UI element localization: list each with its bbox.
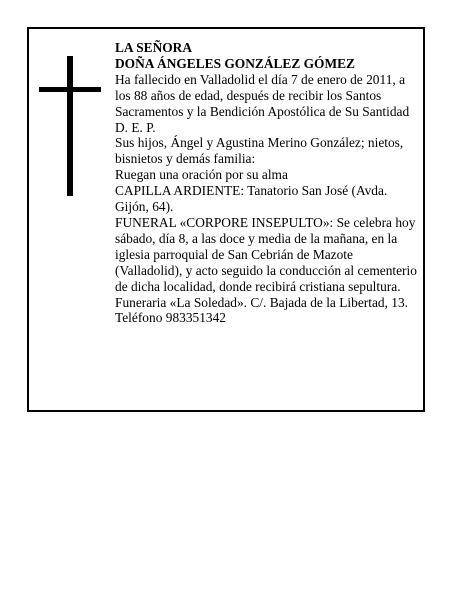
- notice-heading: LA SEÑORA: [115, 40, 193, 55]
- death-announcement: Ha fallecido en Valladolid el día 7 de enero de 2011, a los 88 años de edad, después de recibir los Santos Sacramentos y la Bendición Apostólica de Su Santidad D. E. P.: [115, 71, 410, 135]
- obituary-notice: [27, 27, 425, 412]
- cross-horizontal-bar: [39, 87, 101, 92]
- obituary-text: [115, 40, 421, 326]
- chapel-info: CAPILLA ARDIENTE: Tanatorio San José (Avda. Gijón, 64).: [115, 183, 388, 215]
- funeral-home-info: Funeraria «La Soledad». C/. Bajada de la Libertad, 13. Teléfono 983351342: [115, 294, 409, 326]
- deceased-name: DOÑA ÁNGELES GONZÁLEZ GÓMEZ: [115, 55, 355, 71]
- prayer-request: Ruegan una oración por su alma: [115, 167, 288, 183]
- cross-vertical-bar: [67, 56, 73, 196]
- family-list: Sus hijos, Ángel y Agustina Merino González; nietos, bisnietos y demás familia:: [115, 135, 404, 167]
- funeral-info: FUNERAL «CORPORE INSEPULTO»: Se celebra hoy sábado, día 8, a las doce y media de la mañana, en la iglesia parroquial de San Cebrián de Mazote (Valladolid), y acto seguido la conducción al cementerio de dicha localidad, donde recibirá cristiana sepultura.: [115, 214, 417, 294]
